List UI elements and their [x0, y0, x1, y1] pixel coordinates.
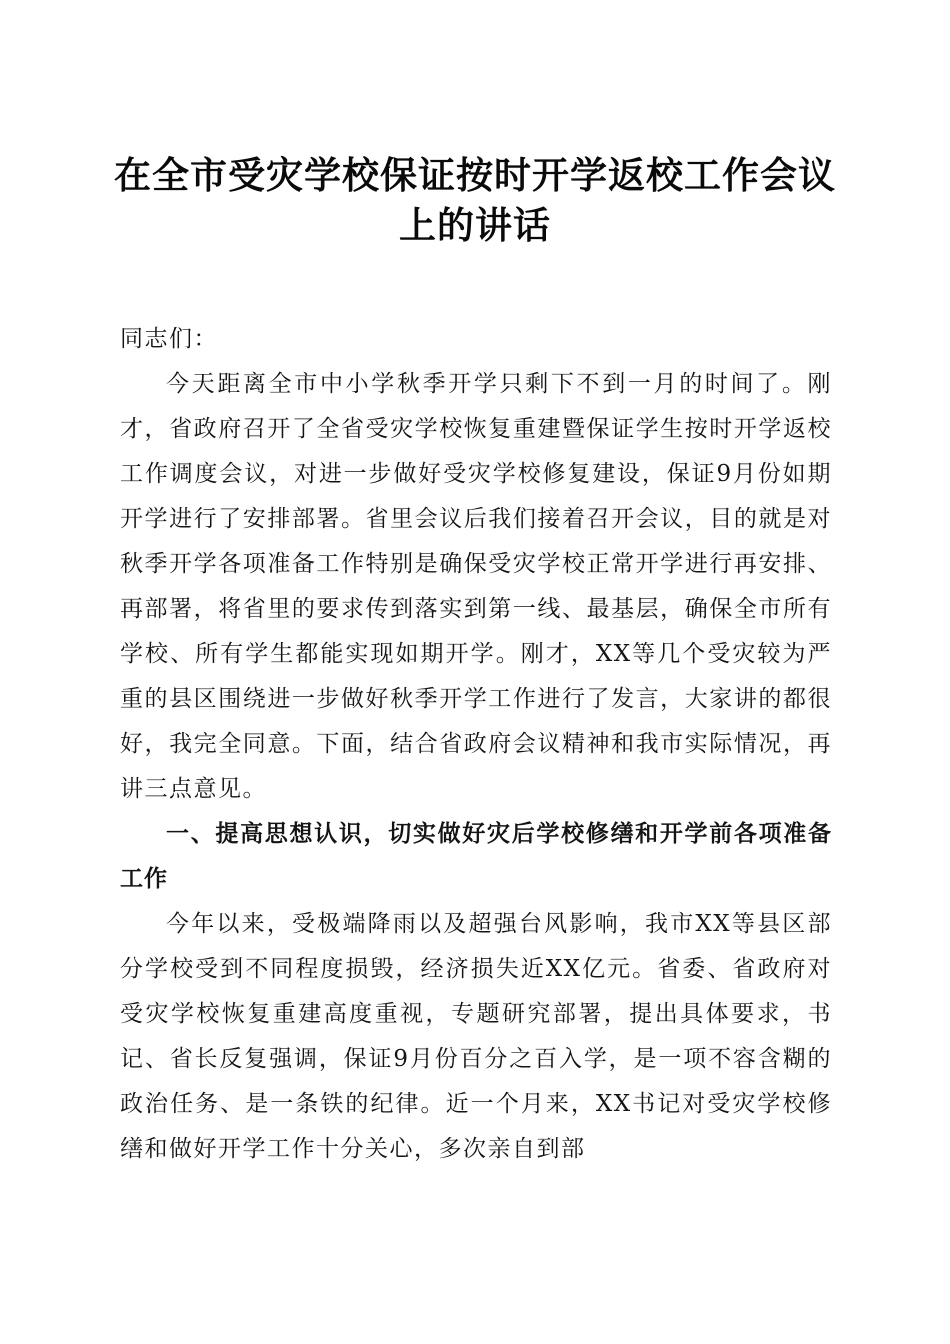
salutation: 同志们： — [120, 326, 218, 352]
intro-paragraph: 今天距离全市中小学秋季开学只剩下不到一月的时间了。刚才，省政府召开了全省受灾学校恢复重建暨保证学生按时开学返校工作调度会议，对进一步做好受灾学校修复建设，保证9月份如期开学进行了安排部署。省里会议后我们接着召开会议，目的就是对秋季开学各项准备工作特别是确保受灾学校正常开学进行再安排、再部署，将省里的要求传到落实到第一线、最基层，确保全市所有学校、所有学生都能实现如期开学。刚才，XX等几个受灾较为严重的县区围绕进一步做好秋季开学工作进行了发言，大家讲的都很好，我完全同意。下面，结合省政府会议精神和我市实际情况，再讲三点意见。 — [120, 371, 832, 802]
section-paragraph: 今年以来，受极端降雨以及超强台风影响，我市XX等县区部分学校受到不同程度损毁，经济损失近XX亿元。省委、省政府对受灾学校恢复重建高度重视，专题研究部署，提出具体要求，书记、省长反复强调，保证9月份百分之百入学，是一项不容含糊的政治任务、是一条铁的纪律。近一个月来，XX书记对受灾学校修缮和做好开学工作十分关心，多次亲自到部 — [120, 911, 832, 1162]
section-heading: 一、提高思想认识，切实做好灾后学校修缮和开学前各项准备工作 — [120, 821, 832, 892]
document-title: 在全市受灾学校保证按时开学返校工作会议上的讲话 — [114, 153, 836, 247]
document-body — [120, 317, 832, 1172]
